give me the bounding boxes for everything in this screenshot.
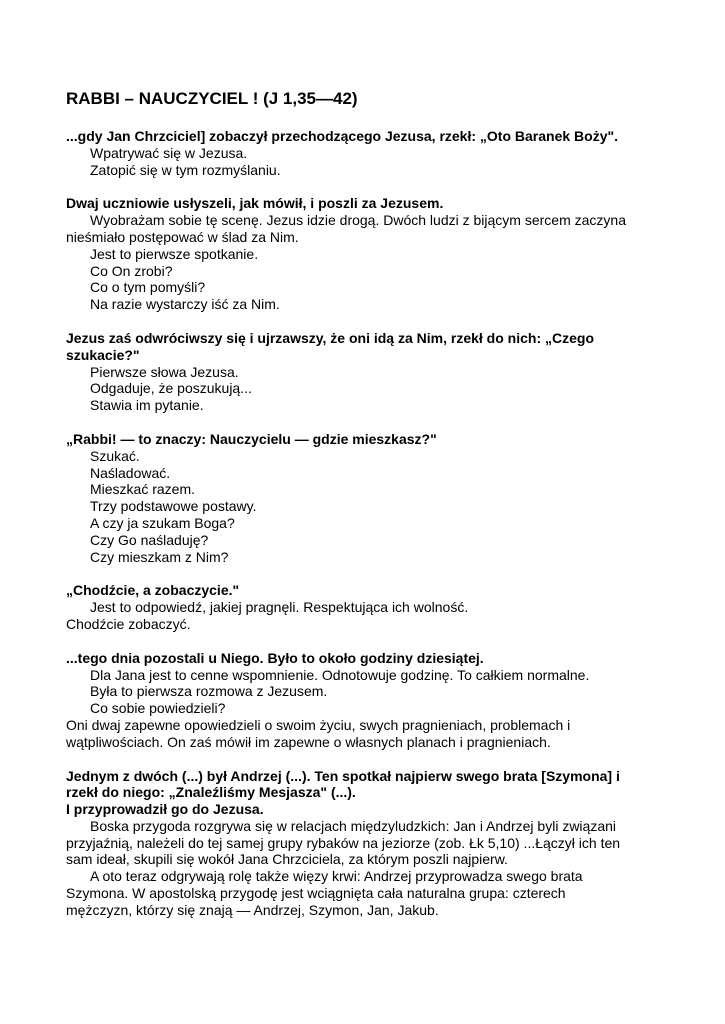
section-7 — [66, 768, 666, 919]
page-title: RABBI – NAUCZYCIEL ! (J 1,35—42) — [66, 89, 358, 108]
section-1 — [66, 128, 666, 178]
text-line: Zatopić się w tym rozmyślaniu. — [90, 161, 281, 178]
text-line: przyjaźnią, należeli do tej samej grupy rybaków na jeziorze (zob. Łk 5,10) ...Łączył ich ten — [66, 834, 621, 851]
text-line: sam ideał, skupili się wokół Jana Chrzciciela, za którym poszli najpierw. — [66, 851, 508, 868]
text-line: Jest to pierwsze spotkanie. — [90, 245, 259, 262]
text-line: Mieszkać razem. — [90, 481, 196, 498]
section-2 — [66, 195, 666, 313]
heading-line: „Rabbi! — to znaczy: Nauczycielu — gdzie mieszkasz?" — [66, 430, 437, 447]
text-line: Co On zrobi? — [90, 262, 173, 279]
heading-line: Dwaj uczniowie usłyszeli, jak mówił, i poszli za Jezusem. — [66, 195, 444, 212]
heading-line: I przyprowadził go do Jezusa. — [66, 801, 264, 818]
heading-line: rzekł do niego: „Znaleźliśmy Mesjasza" (...). — [66, 784, 356, 801]
text-line: Była to pierwsza rozmowa z Jezusem. — [90, 683, 328, 700]
heading-line: „Chodźcie, a zobaczycie." — [66, 582, 240, 599]
section-6 — [66, 650, 666, 751]
text-line: Naśladować. — [90, 464, 171, 481]
text-line: A oto teraz odgrywają rolę także więzy krwi: Andrzej przyprowadza swego brata — [90, 868, 583, 885]
text-line: nieśmiało postępować w ślad za Nim. — [66, 228, 299, 245]
text-line: Wyobrażam sobie tę scenę. Jezus idzie drogą. Dwóch ludzi z bijącym sercem zaczyna — [90, 212, 626, 229]
text-line: Co o tym pomyśli? — [90, 279, 206, 296]
text-line: Czy Go naśladuję? — [90, 531, 209, 548]
section-3 — [66, 330, 666, 414]
heading-line: Jednym z dwóch (...) był Andrzej (...). Ten spotkał najpierw swego brata [Szymona] i — [66, 767, 620, 784]
text-line: Chodźcie zobaczyć. — [66, 615, 191, 632]
text-line: Co sobie powiedzieli? — [90, 700, 226, 717]
text-line: Wpatrywać się w Jezusa. — [90, 144, 248, 161]
text-line: Dla Jana jest to cenne wspomnienie. Odnotowuje godzinę. To całkiem normalne. — [90, 666, 590, 683]
heading-line: szukacie?" — [66, 346, 140, 363]
text-line: Szymona. W apostolską przygodę jest wciągnięta cała naturalna grupa: czterech — [66, 885, 566, 902]
text-line: Boska przygoda rozgrywa się w relacjach międzyludzkich: Jan i Andrzej byli związani — [90, 817, 617, 834]
heading-line: ...gdy Jan Chrzciciel] zobaczył przechodzącego Jezusa, rzekł: „Oto Baranek Boży". — [66, 128, 619, 144]
text-line: Szukać. — [90, 447, 140, 464]
text-line: Trzy podstawowe postawy. — [90, 498, 257, 515]
document-page — [66, 88, 666, 936]
text-line: A czy ja szukam Boga? — [90, 514, 235, 531]
text-line: wątpliwościach. On zaś mówił im zapewne o własnych planach i pragnieniach. — [66, 733, 551, 750]
text-line: Stawia im pytanie. — [90, 397, 204, 414]
heading-line: Jezus zaś odwróciwszy się i ujrzawszy, że oni idą za Nim, rzekł do nich: „Czego — [66, 329, 594, 346]
text-line: Na razie wystarczy iść za Nim. — [90, 296, 280, 313]
text-line: Jest to odpowiedź, jakiej pragnęli. Respektująca ich wolność. — [90, 599, 469, 616]
text-line: Odgaduje, że poszukują... — [90, 380, 252, 397]
section-5 — [66, 582, 666, 632]
heading-line: ...tego dnia pozostali u Niego. Było to około godziny dziesiątej. — [66, 649, 484, 666]
text-line: Czy mieszkam z Nim? — [90, 548, 229, 565]
text-line: Pierwsze słowa Jezusa. — [90, 363, 239, 380]
section-4 — [66, 431, 666, 565]
text-line: Oni dwaj zapewne opowiedzieli o swoim życiu, swych pragnieniach, problemach i — [66, 716, 571, 733]
text-line: mężczyzn, którzy się znają — Andrzej, Szymon, Jan, Jakub. — [66, 901, 439, 918]
document-body — [66, 128, 666, 919]
